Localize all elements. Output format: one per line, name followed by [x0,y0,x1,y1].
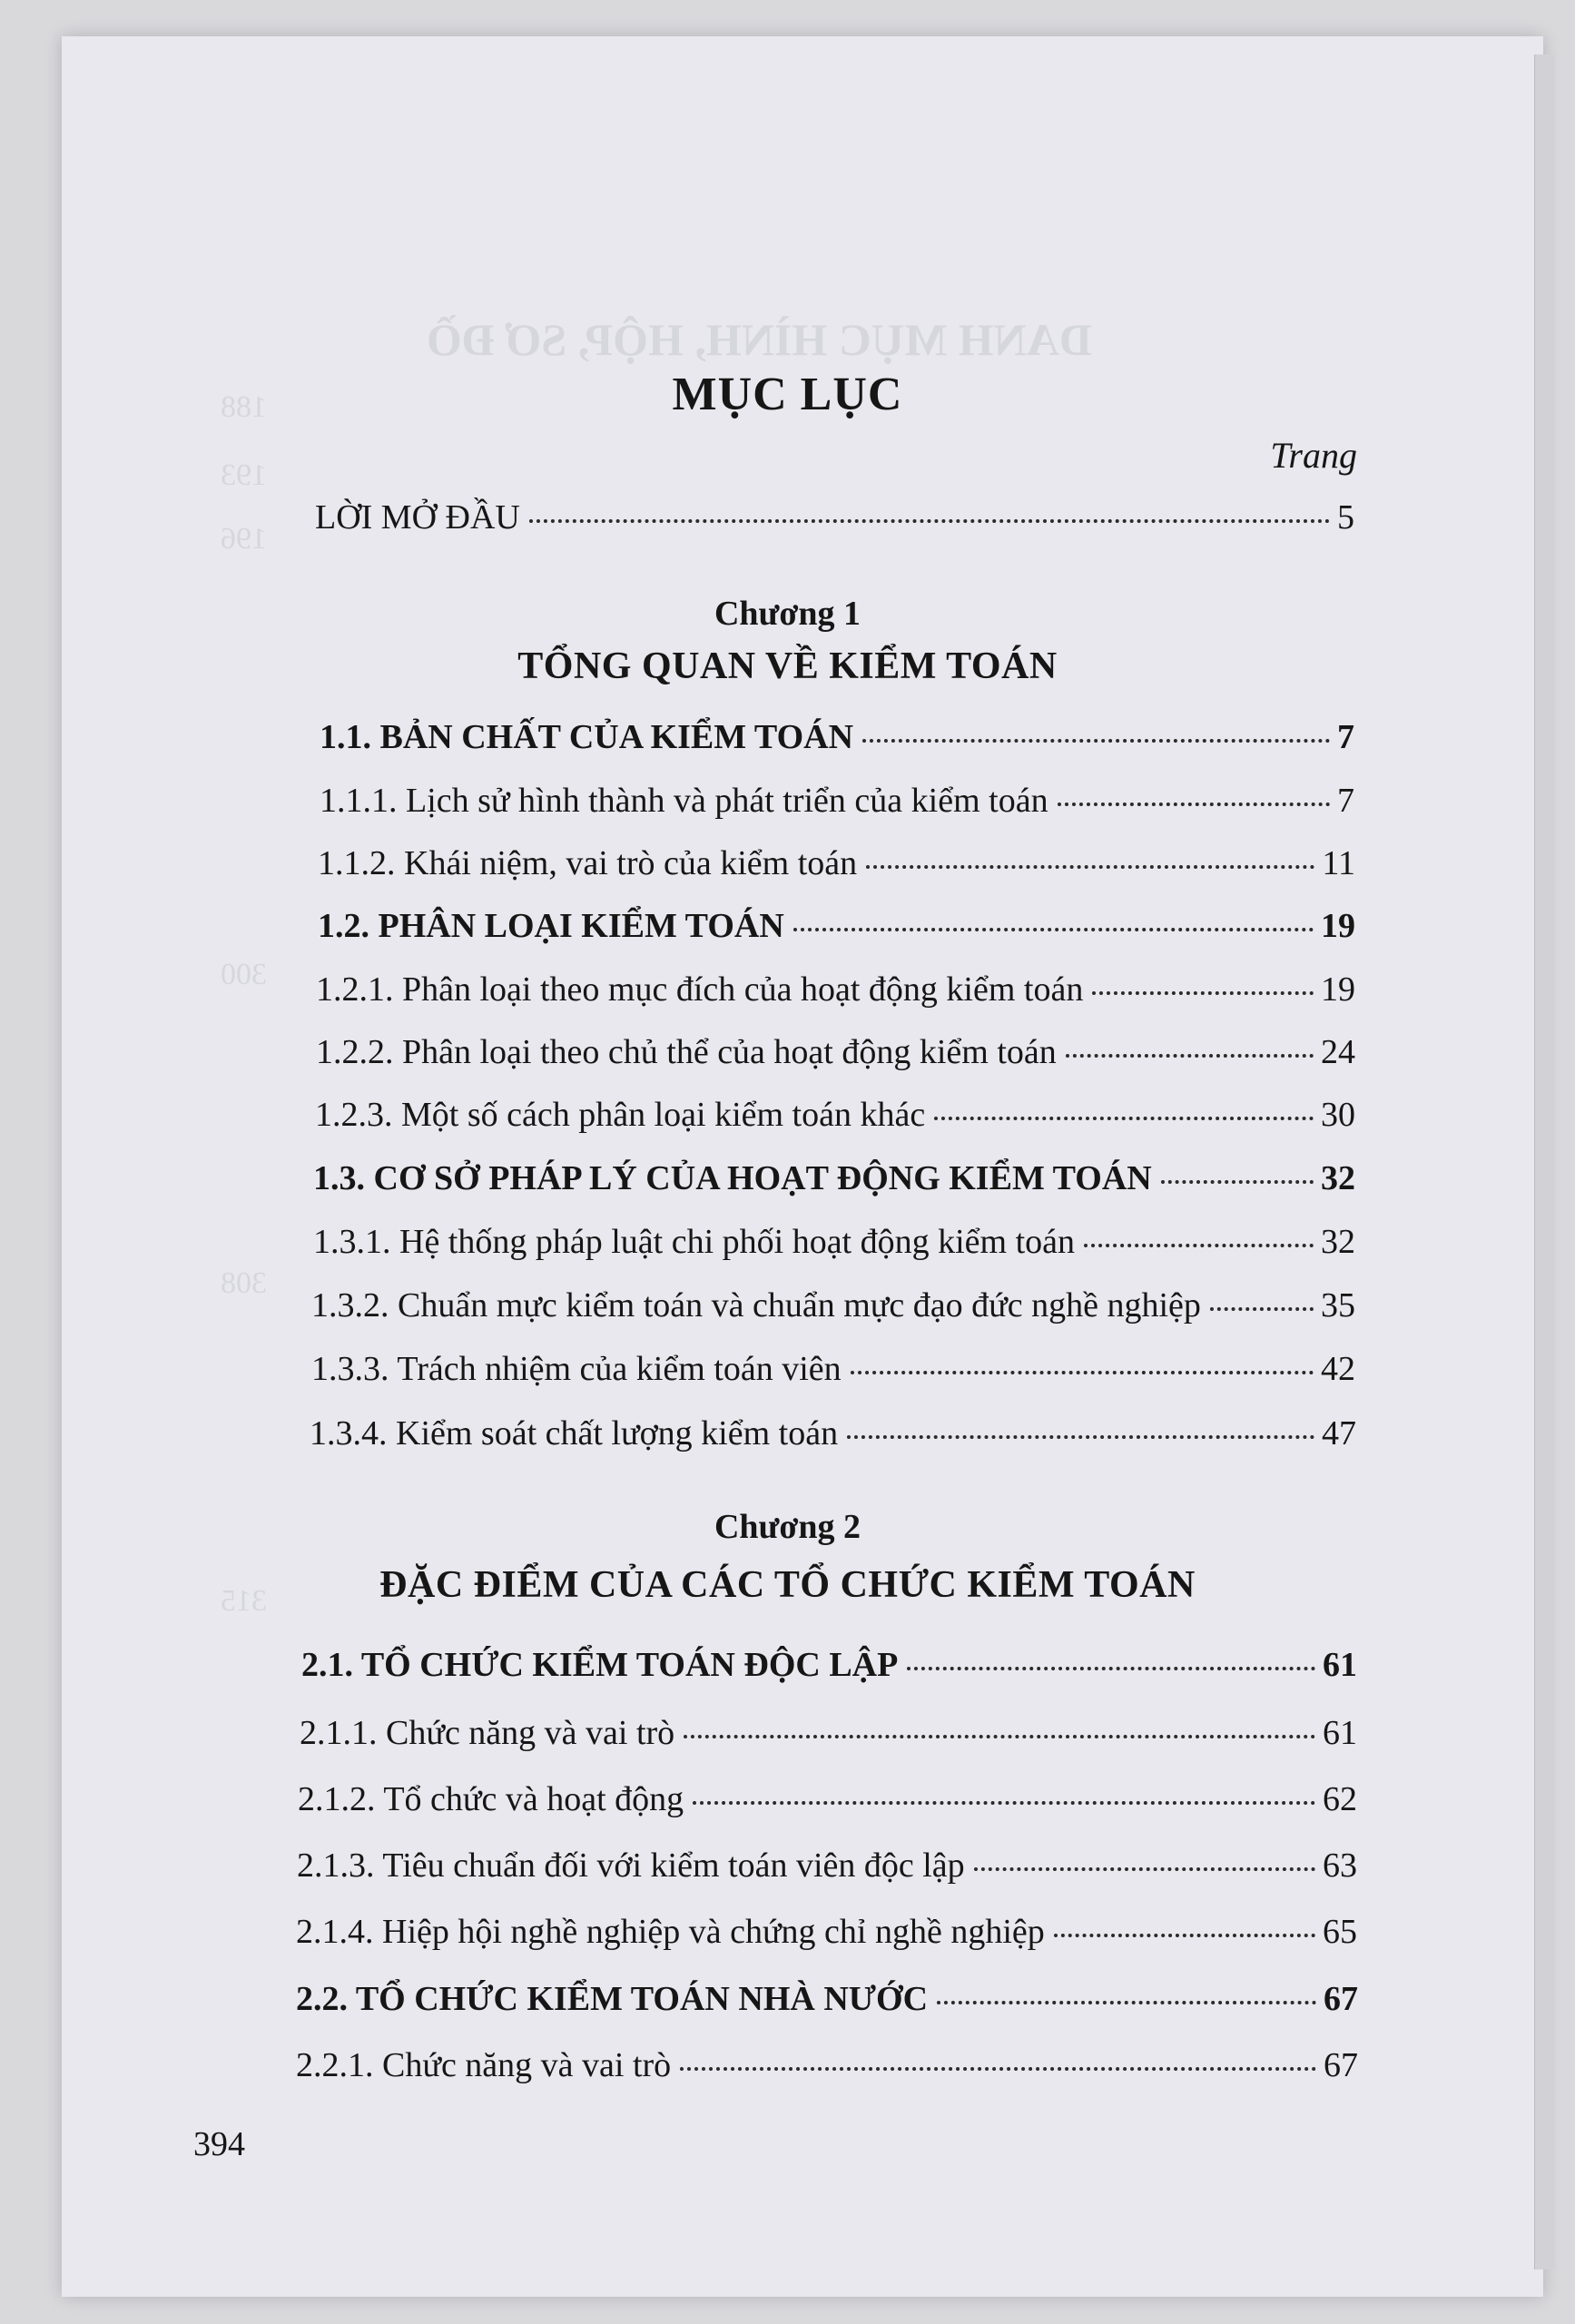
toc-subsection[interactable] [310,1413,1356,1459]
toc-entry-label: 1.1.1. Lịch sử hình thành và phát triển của kiểm toán [320,782,1048,820]
toc-subsection[interactable] [316,1032,1355,1078]
toc-entry-label: 2.2.1. Chức năng và vai trò [296,2046,672,2084]
dot-leader [1210,1307,1314,1311]
toc-entry-page: 47 [1322,1414,1356,1452]
chapter-label: Chương 2 [714,1508,861,1546]
toc-entry-label: 1.2.2. Phân loại theo chủ thể của hoạt động kiểm toán [316,1033,1057,1071]
toc-entry-label: 2.1.4. Hiệp hội nghề nghiệp và chứng chỉ nghề nghiệp [296,1913,1045,1951]
toc-entry-page: 11 [1322,844,1355,882]
chapter-title: ĐẶC ĐIỂM CỦA CÁC TỔ CHỨC KIỂM TOÁN [379,1564,1196,1606]
toc-entry-page: 61 [1323,1646,1357,1684]
toc-subsection[interactable] [311,1349,1355,1394]
toc-subsection[interactable] [311,1285,1355,1331]
toc-entry-page: 42 [1321,1350,1355,1388]
dot-leader [1092,991,1314,995]
toc-entry-page: 65 [1323,1913,1357,1951]
dot-leader [862,739,1330,743]
bleed-through-title: DANH MỤC HÌNH, HỘP, SƠ ĐỒ [427,314,1092,365]
toc-entry-page: 32 [1321,1223,1355,1261]
toc-entry-page: 24 [1321,1033,1355,1071]
dot-leader [680,2067,1316,2071]
toc-section[interactable] [301,1645,1357,1690]
toc-entry-label: 1.3.1. Hệ thống pháp luật chi phối hoạt động kiểm toán [313,1223,1076,1261]
toc-entry-label: 1.1. BẢN CHẤT CỦA KIỂM TOÁN [320,718,854,756]
toc-section[interactable] [320,717,1354,763]
dot-leader [1066,1054,1314,1058]
bleed-through-number: 193 [221,458,267,492]
dot-leader [793,928,1314,931]
dot-leader [1058,803,1330,806]
toc-entry-page: 61 [1323,1714,1357,1752]
toc-entry-label: 1.1.2. Khái niệm, vai trò của kiểm toán [318,844,858,882]
dot-leader [974,1867,1315,1871]
toc-entry-label: 1.2. PHÂN LOẠI KIỂM TOÁN [318,907,784,945]
toc-entry-page: 30 [1321,1096,1355,1134]
toc-subsection[interactable] [298,1779,1357,1825]
toc-subsection[interactable] [297,1846,1357,1891]
toc-entry-page: 63 [1323,1846,1357,1885]
toc-subsection[interactable] [320,781,1354,826]
toc-subsection[interactable] [296,1912,1357,1957]
toc-entry-label: 1.3. CƠ SỞ PHÁP LÝ CỦA HOẠT ĐỘNG KIỂM TOÁN [313,1159,1152,1197]
dot-leader [1054,1934,1315,1937]
toc-entry-label: 1.2.1. Phân loại theo mục đích của hoạt động kiểm toán [316,970,1084,1009]
toc-entry-label: LỜI MỞ ĐẦU [315,498,520,537]
bleed-through-number: 196 [221,522,267,556]
toc-entry-label: 1.2.3. Một số cách phân loại kiểm toán khác [315,1096,926,1134]
dot-leader [529,519,1330,523]
toc-entry-page: 67 [1324,2046,1358,2084]
toc-subsection[interactable] [315,1095,1355,1140]
toc-subsection[interactable] [296,2045,1358,2091]
dot-leader [907,1667,1315,1670]
toc-entry-page: 32 [1321,1159,1355,1197]
toc-entry-label: 1.3.4. Kiểm soát chất lượng kiểm toán [310,1414,839,1452]
chapter-label: Chương 1 [714,595,861,633]
toc-entry-page: 7 [1337,782,1354,820]
toc-subsection[interactable] [300,1713,1357,1758]
dot-leader [693,1801,1315,1805]
toc-subsection[interactable] [318,843,1355,889]
toc-section[interactable] [318,906,1355,951]
dot-leader [937,2001,1316,2004]
toc-entry-label: 2.1.2. Tổ chức và hoạt động [298,1780,684,1818]
toc-entry-label: 2.2. TỔ CHỨC KIỂM TOÁN NHÀ NƯỚC [296,1980,929,2018]
bleed-through-number: 188 [221,390,267,424]
toc-entry-label: 2.1. TỔ CHỨC KIỂM TOÁN ĐỘC LẬP [301,1646,899,1684]
bleed-through-number: 308 [221,1266,267,1300]
toc-entry-page: 19 [1321,907,1355,945]
toc-section[interactable] [313,1158,1355,1204]
dot-leader [847,1435,1314,1439]
toc-subsection[interactable] [316,970,1355,1015]
toc-entry-intro[interactable] [315,497,1354,543]
toc-entry-page: 62 [1323,1780,1357,1818]
toc-entry-label: 2.1.1. Chức năng và vai trò [300,1714,675,1752]
toc-subsection[interactable] [313,1222,1355,1267]
page-number: 394 [193,2125,245,2163]
toc-entry-page: 35 [1321,1286,1355,1324]
toc-entry-label: 2.1.3. Tiêu chuẩn đối với kiểm toán viên độc lập [297,1846,965,1885]
dot-leader [866,865,1314,869]
toc-entry-page: 19 [1321,970,1355,1009]
toc-entry-label: 1.3.3. Trách nhiệm của kiểm toán viên [311,1350,842,1388]
dot-leader [1084,1244,1314,1247]
page-column-header: Trang [1270,435,1357,476]
dot-leader [684,1735,1315,1738]
dot-leader [1161,1180,1314,1184]
bleed-through-number: 315 [221,1584,267,1618]
toc-entry-label: 1.3.2. Chuẩn mực kiểm toán và chuẩn mực đạo đức nghề nghiệp [311,1286,1201,1324]
toc-section[interactable] [296,1979,1358,2024]
chapter-title: TỔNG QUAN VỀ KIỂM TOÁN [517,645,1058,687]
toc-entry-page: 5 [1337,498,1354,537]
dot-leader [934,1117,1314,1120]
toc-entry-page: 7 [1337,718,1354,756]
toc-entry-page: 67 [1324,1980,1358,2018]
page-title: MỤC LỤC [672,369,903,420]
dot-leader [851,1371,1314,1374]
bleed-through-number: 300 [221,958,267,991]
